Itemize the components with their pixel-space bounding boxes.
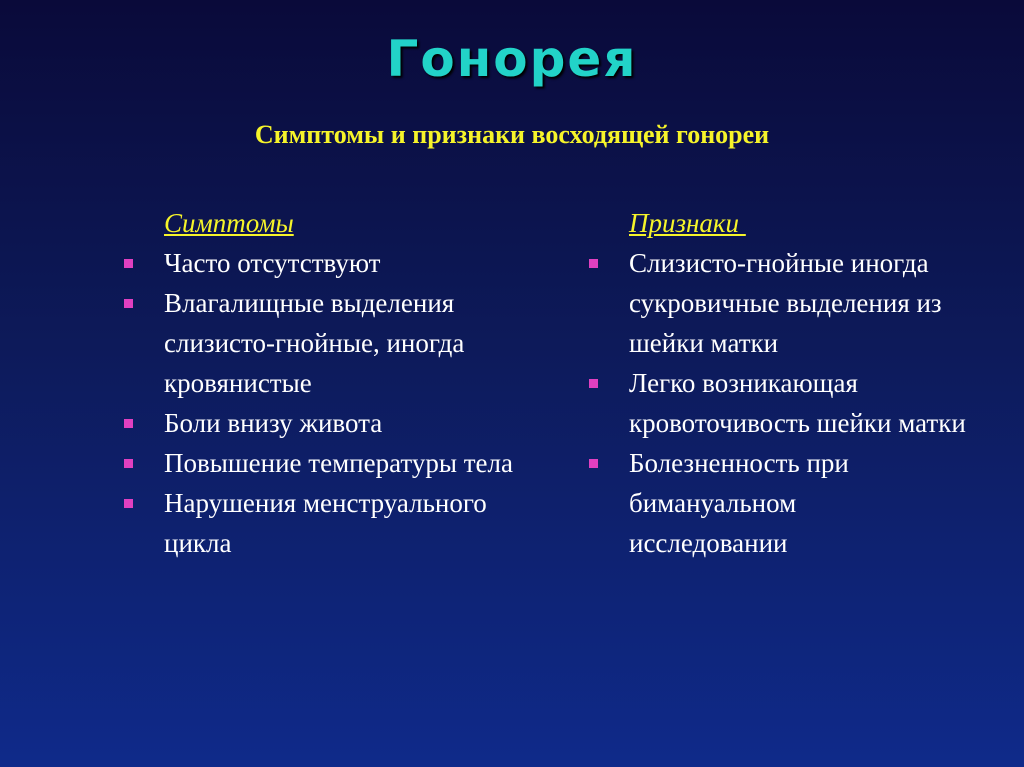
list-item [120,483,554,563]
list-item [120,243,560,283]
square-bullet-icon [589,259,598,268]
list-item-text: Повышение температуры тела [164,448,513,478]
list-item [585,243,974,363]
square-bullet-icon [589,459,598,468]
symptoms-list [120,243,560,563]
list-item [120,403,560,443]
square-bullet-icon [124,459,133,468]
list-item [120,283,554,403]
signs-list [585,243,985,563]
square-bullet-icon [124,259,133,268]
list-item-text: Влагалищные выделения слизисто-гнойные, иногда кровянистые [164,288,465,398]
list-item-text: Болезненность при бимануальном исследовании [629,448,849,558]
square-bullet-icon [124,419,133,428]
signs-heading: Признаки [629,208,746,238]
symptoms-heading: Симптомы [164,208,294,238]
slide-title: Гонорея [386,30,638,88]
slide-subtitle: Симптомы и признаки восходящей гонореи [254,120,770,149]
square-bullet-icon [124,499,133,508]
square-bullet-icon [589,379,598,388]
symptoms-column [120,205,560,563]
list-item [120,443,594,483]
list-item [585,443,959,563]
list-item-text: Слизисто-гнойные иногда сукровичные выделения из шейки матки [629,248,942,358]
list-item-text: Боли внизу живота [164,408,383,438]
square-bullet-icon [124,299,133,308]
list-item [585,363,1009,443]
list-item-text: Часто отсутствуют [164,248,381,278]
list-item-text: Легко возникающая кровоточивость шейки матки [629,368,966,438]
signs-column [585,205,985,563]
list-item-text: Нарушения менструального цикла [164,488,487,558]
